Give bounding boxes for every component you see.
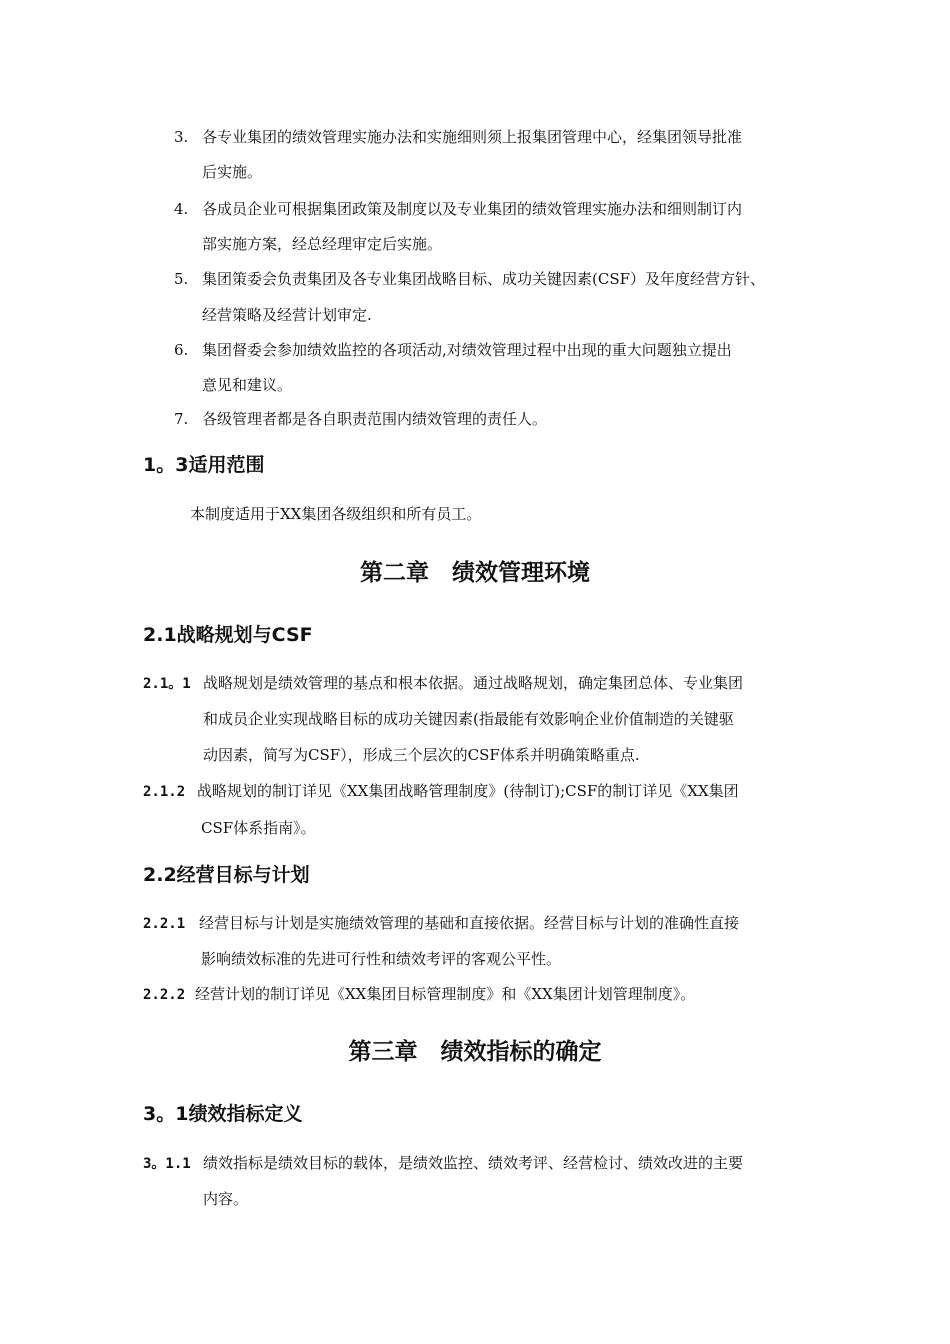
list-number: 3. <box>174 128 189 146</box>
chapter-3-title: 第三章 绩效指标的确定 <box>348 1039 602 1065</box>
paragraph-text: 战略规划的制订详见《XX集团战略管理制度》(待制订);CSF的制订详见《XX集团 <box>197 782 739 800</box>
section-heading-3-1: 3。1绩效指标定义 <box>143 1103 303 1125</box>
list-item-5 <box>174 268 765 290</box>
paragraph-2-1-1 <box>143 672 743 695</box>
list-item-4-cont: 部实施方案，经总经理审定后实施。 <box>202 235 443 253</box>
clause-number: 2.2.2 <box>143 987 186 1003</box>
list-item-7 <box>174 408 547 430</box>
section-heading-2-1: 2.1战略规划与CSF <box>143 624 313 646</box>
list-item-5-cont: 经营策略及经营计划审定. <box>202 306 372 324</box>
paragraph-2-1-1-cont2: 动因素，简写为CSF），形成三个层次的CSF体系并明确策略重点. <box>203 746 640 764</box>
paragraph-2-1-2 <box>143 780 739 803</box>
list-text: 集团策委会负责集团及各专业集团战略目标、成功关键因素(CSF）及年度经营方针、 <box>202 270 766 288</box>
list-item-6 <box>174 339 732 361</box>
paragraph-2-2-1-cont: 影响绩效标准的先进可行性和绩效考评的客观公平性。 <box>201 950 562 968</box>
list-item-3 <box>174 126 742 148</box>
section-heading-1-3: 1。3适用范围 <box>143 454 265 476</box>
list-number: 5. <box>174 270 189 288</box>
clause-number: 2.2.1 <box>143 916 186 932</box>
paragraph-3-1-1-cont: 内容。 <box>203 1190 249 1208</box>
paragraph-2-1-2-cont: CSF体系指南》。 <box>201 819 316 837</box>
list-text: 各级管理者都是各自职责范围内绩效管理的责任人。 <box>202 410 548 428</box>
list-item-3-cont: 后实施。 <box>202 163 263 181</box>
clause-number: 3。1.1 <box>143 1156 191 1172</box>
list-item-4 <box>174 198 742 220</box>
clause-number: 2.1。1 <box>143 676 191 692</box>
paragraph-2-1-1-cont: 和成员企业实现战略目标的成功关键因素(指最能有效影响企业价值制造的关键驱 <box>203 710 734 728</box>
paragraph-text: 绩效指标是绩效目标的载体，是绩效监控、绩效考评、经营检讨、绩效改进的主要 <box>203 1154 744 1172</box>
clause-number: 2.1.2 <box>143 784 186 800</box>
list-number: 6. <box>174 341 189 359</box>
list-text: 集团督委会参加绩效监控的各项活动,对绩效管理过程中出现的重大问题独立提出 <box>202 341 732 359</box>
paragraph-3-1-1 <box>143 1152 743 1175</box>
list-text: 各成员企业可根据集团政策及制度以及专业集团的绩效管理实施办法和细则制订内 <box>202 200 743 218</box>
paragraph-text: 经营计划的制订详见《XX集团目标管理制度》和《XX集团计划管理制度》。 <box>195 985 696 1003</box>
chapter-2-title: 第二章 绩效管理环境 <box>360 560 590 586</box>
paragraph-text: 经营目标与计划是实施绩效管理的基础和直接依据。经营目标与计划的准确性直接 <box>199 914 740 932</box>
paragraph-text: 战略规划是绩效管理的基点和根本依据。通过战略规划，确定集团总体、专业集团 <box>203 674 744 692</box>
list-number: 4. <box>174 200 189 218</box>
list-number: 7. <box>174 410 189 428</box>
section-heading-2-2: 2.2经营目标与计划 <box>143 864 310 886</box>
section-1-3-text: 本制度适用于XX集团各级组织和所有员工。 <box>190 505 482 523</box>
paragraph-2-2-1 <box>143 912 739 935</box>
paragraph-2-2-2 <box>143 983 695 1006</box>
list-text: 各专业集团的绩效管理实施办法和实施细则须上报集团管理中心，经集团领导批准 <box>202 128 743 146</box>
list-item-6-cont: 意见和建议。 <box>202 376 293 394</box>
